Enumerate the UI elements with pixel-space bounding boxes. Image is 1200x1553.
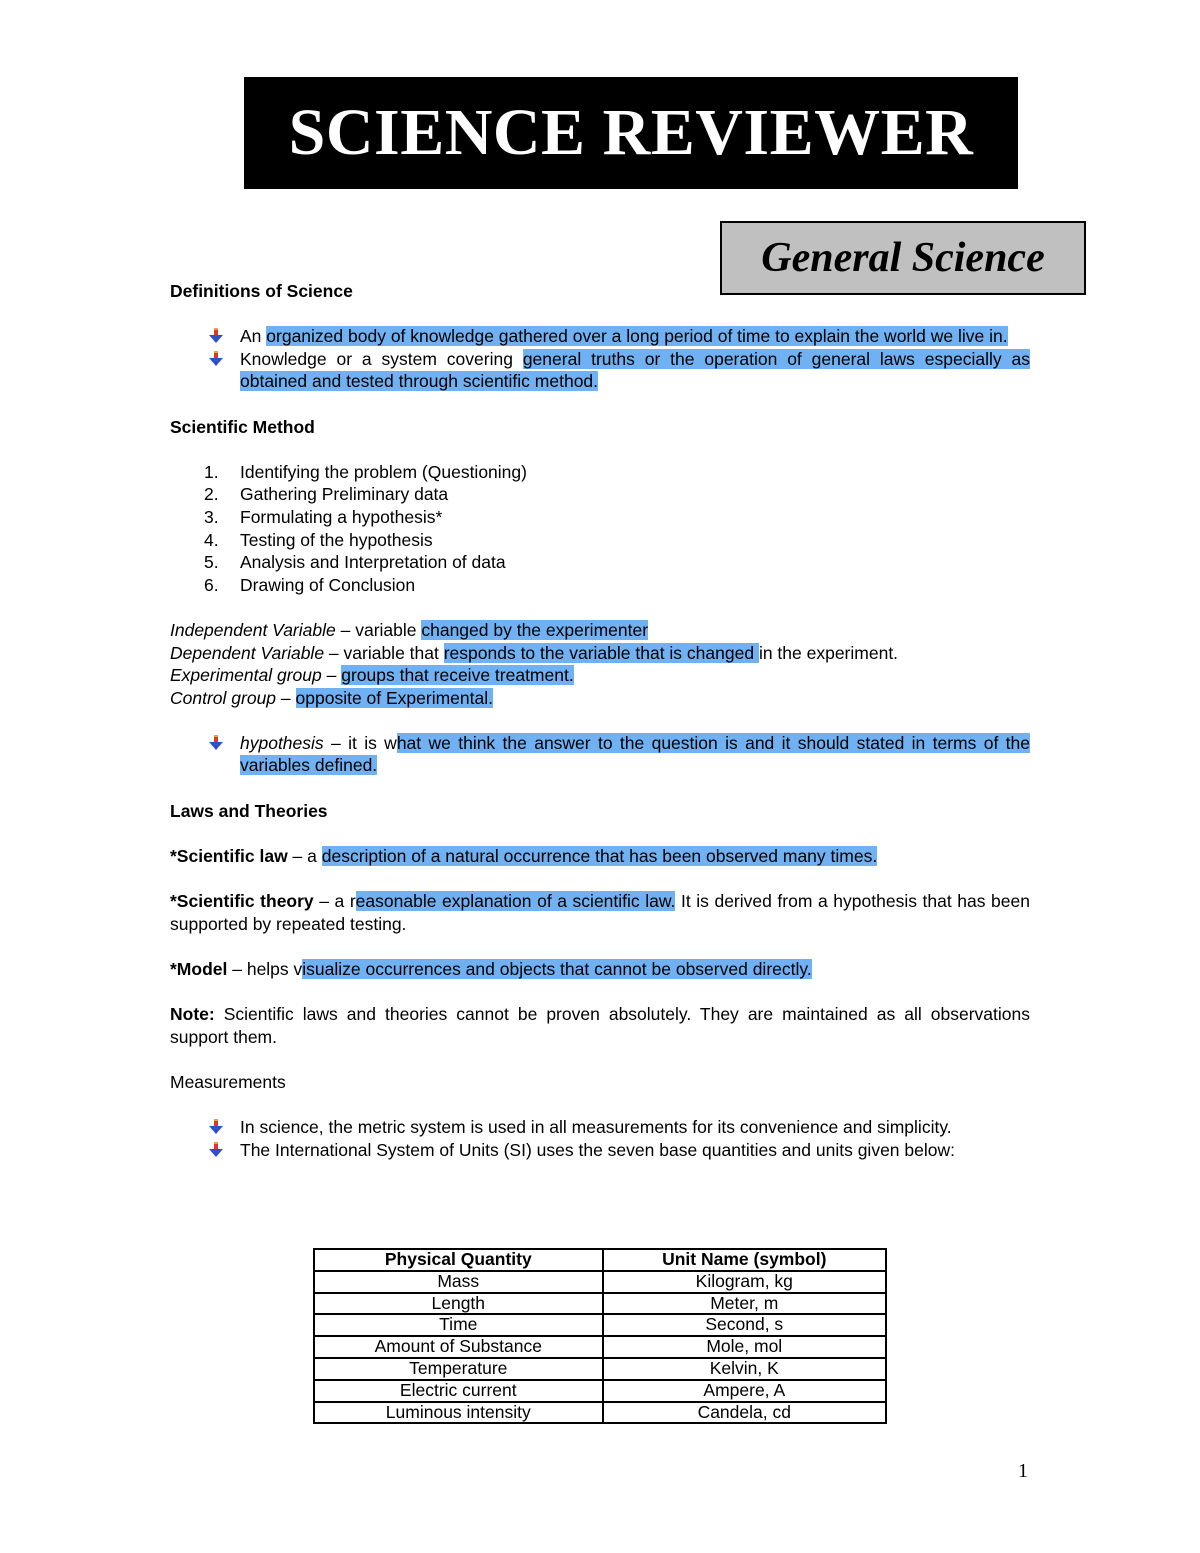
list-item: In science, the metric system is used in all measurements for its convenience and simplicity. [170,1116,1030,1139]
control-group-def: Control group – opposite of Experimental. [170,687,493,708]
arrow-bullet-icon [208,1119,224,1135]
table-row: Time Second, s [314,1314,886,1336]
table-row: Electric current Ampere, A [314,1380,886,1402]
arrow-bullet-icon [208,351,224,367]
table-row: Temperature Kelvin, K [314,1358,886,1380]
measurements-list [170,1116,1030,1161]
list-item: 3. Formulating a hypothesis* [204,506,443,527]
highlight: organized body of knowledge gathered over a long period of time to explain the world we live in. [266,326,1008,347]
table-row: Luminous intensity Candela, cd [314,1402,886,1424]
arrow-bullet-icon [208,328,224,344]
table-row: Length Meter, m [314,1293,886,1315]
section-heading-definitions: Definitions of Science [170,281,353,301]
list-item: 6. Drawing of Conclusion [204,574,416,595]
hypothesis-list [170,732,1030,777]
section-heading-method: Scientific Method [170,416,315,437]
dependent-variable-def: Dependent Variable – variable that responds to the variable that is changed in the experiment. [170,642,899,663]
note: Note: Scientific laws and theories cannot be proven absolutely. They are maintained as all observations support them. [170,1004,1030,1047]
list-item: hypothesis – it is what we think the answer to the question is and it should stated in terms of the variables defined. [170,732,1030,777]
definitions-list [170,325,1030,393]
table-header-row [314,1249,886,1271]
arrow-bullet-icon [208,1142,224,1158]
list-item: 4. Testing of the hypothesis [204,529,433,550]
column-header: Physical Quantity [314,1249,603,1271]
list-item: The International System of Units (SI) uses the seven base quantities and units given below: [170,1139,1030,1162]
arrow-bullet-icon [208,735,224,751]
method-steps [170,461,1030,597]
model-def: *Model – helps visualize occurrences and objects that cannot be observed directly. [170,958,812,979]
scientific-theory-def: *Scientific theory – a reasonable explanation of a scientific law. It is derived from a hypothesis that has been supported by repeated testing. [170,891,1030,934]
list-item: An organized body of knowledge gathered over a long period of time to explain the world we live in. [170,325,1030,348]
list-item: 1. Identifying the problem (Questioning) [204,461,527,482]
highlight: general truths or the operation of general laws especially as obtained and tested through scientific method. [240,348,1030,392]
subject-box: General Science [720,221,1086,295]
section-heading-measurements: Measurements [170,1071,286,1092]
list-item: 5. Analysis and Interpretation of data [204,552,506,573]
table-row: Mass Kilogram, kg [314,1271,886,1293]
experimental-group-def: Experimental group – groups that receive treatment. [170,665,574,686]
document-body [170,280,1030,1161]
page-number: 1 [1018,1460,1028,1482]
scientific-law-def: *Scientific law – a description of a natural occurrence that has been observed many times. [170,845,878,866]
table-row: Amount of Substance Mole, mol [314,1336,886,1358]
column-header: Unit Name (symbol) [603,1249,886,1271]
title-banner: SCIENCE REVIEWER [244,77,1018,189]
independent-variable-def: Independent Variable – variable changed by the experimenter [170,619,649,640]
list-item: Knowledge or a system covering general truths or the operation of general laws especially as obtained and tested through scientific method. [170,348,1030,393]
list-item: 2. Gathering Preliminary data [204,484,449,505]
section-heading-laws: Laws and Theories [170,800,328,821]
si-units-table [313,1248,887,1424]
